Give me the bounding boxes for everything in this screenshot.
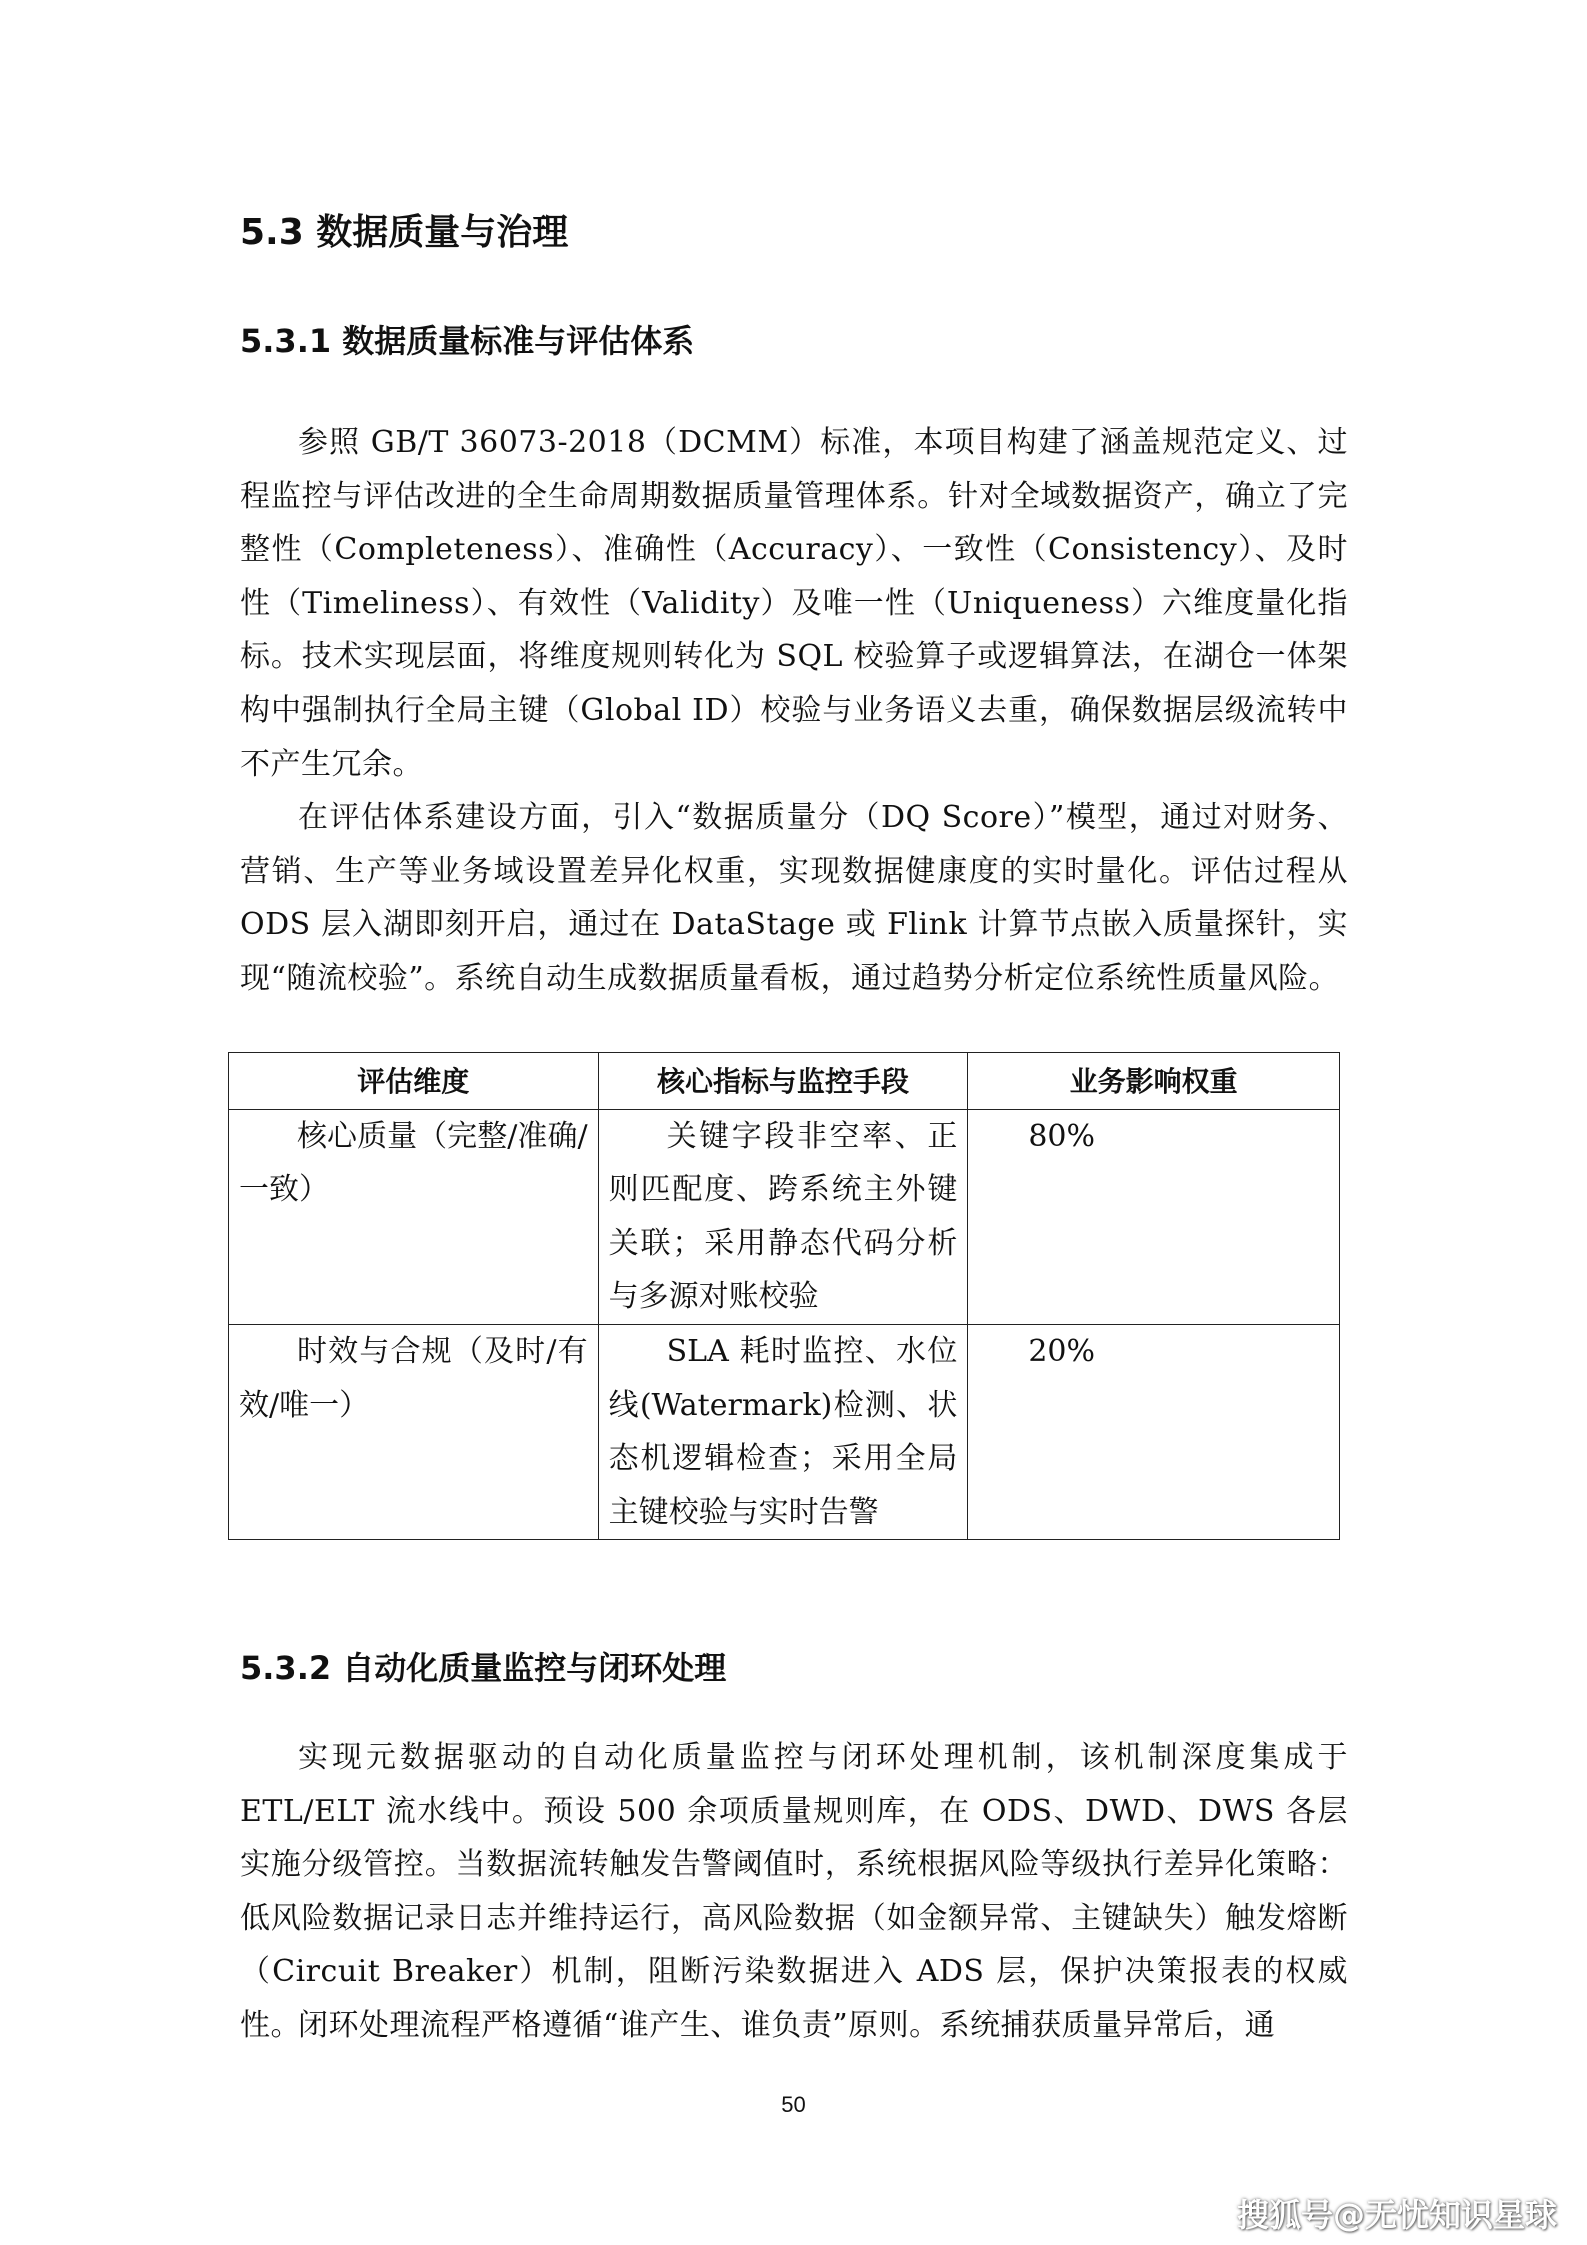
paragraph-quality-standards: 参照 GB/T 36073-2018（DCMM）标准，本项目构建了涵盖规范定义、过程监控与评估改进的全生命周期数据质量管理体系。针对全域数据资产，确立了完整性（Completeness）、准确性（Accuracy）、一致性（Consistency）、及时性（Timeliness）、有效性（Validity）及唯一性（Uniqueness）六维度量化指标。技术实现层面，将维度规则转化为 SQL 校验算子或逻辑算法，在湖仓一体架构中强制执行全局主键（Global ID）校验与业务语义去重，确保数据层级流转中不产生冗余。 <box>240 425 1348 782</box>
paragraph-evaluation-system: 在评估体系建设方面，引入“数据质量分（DQ Score）”模型，通过对财务、营销、生产等业务域设置差异化权重，实现数据健康度的实时量化。评估过程从 ODS 层入湖即刻开启，通过在 DataStage 或 Flink 计算节点嵌入质量探针，实现“随流校验”。系统自动生成数据质量看板，通过趋势分析定位系统性质量风险。 <box>240 800 1348 996</box>
paragraph-closed-loop: 闭环处理流程严格遵循“谁产生、谁负责”原则。系统捕获质量异常后，通 <box>298 2008 1276 2043</box>
table-cell-dimension: 时效与合规（及时/有效/唯一） <box>229 1324 599 1539</box>
table-header-row <box>229 1053 1340 1110</box>
table-cell-weight: 80% <box>968 1109 1340 1324</box>
table-cell-indicators: 关键字段非空率、正则匹配度、跨系统主外键关联；采用静态代码分析与多源对账校验 <box>598 1109 968 1324</box>
table-header-dimension: 评估维度 <box>229 1053 599 1110</box>
table-cell-weight: 20% <box>968 1324 1340 1539</box>
section-heading: 5.3 数据质量与治理 <box>240 212 569 253</box>
watermark: 搜狐号@无忧知识星球 <box>1236 2196 1557 2234</box>
table-row <box>229 1109 1340 1324</box>
table-header-indicators: 核心指标与监控手段 <box>598 1053 968 1110</box>
subsection-heading-5-3-2: 5.3.2 自动化质量监控与闭环处理 <box>240 1649 727 1687</box>
table-header-weight: 业务影响权重 <box>968 1053 1340 1110</box>
table-cell-indicators: SLA 耗时监控、水位线(Watermark)检测、状态机逻辑检查；采用全局主键校验与实时告警 <box>598 1324 968 1539</box>
paragraph-automated-monitoring: 实现元数据驱动的自动化质量监控与闭环处理机制，该机制深度集成于 ETL/ELT 流水线中。预设 500 余项质量规则库，在 ODS、DWD、DWS 各层实施分级管控。当数据流转触发告警阈值时，系统根据风险等级执行差异化策略：低风险数据记录日志并维持运行，高风险数据（如金额异常、主键缺失）触发熔断（Circuit Breaker）机制，阻断污染数据进入 ADS 层，保护决策报表的权威性。 <box>240 1740 1348 2043</box>
page-number: 50 <box>781 2092 806 2117</box>
table-row <box>229 1324 1340 1539</box>
evaluation-table <box>228 1052 1340 1540</box>
table-cell-dimension: 核心质量（完整/准确/一致） <box>229 1109 599 1324</box>
subsection-heading-5-3-1: 5.3.1 数据质量标准与评估体系 <box>240 322 695 360</box>
